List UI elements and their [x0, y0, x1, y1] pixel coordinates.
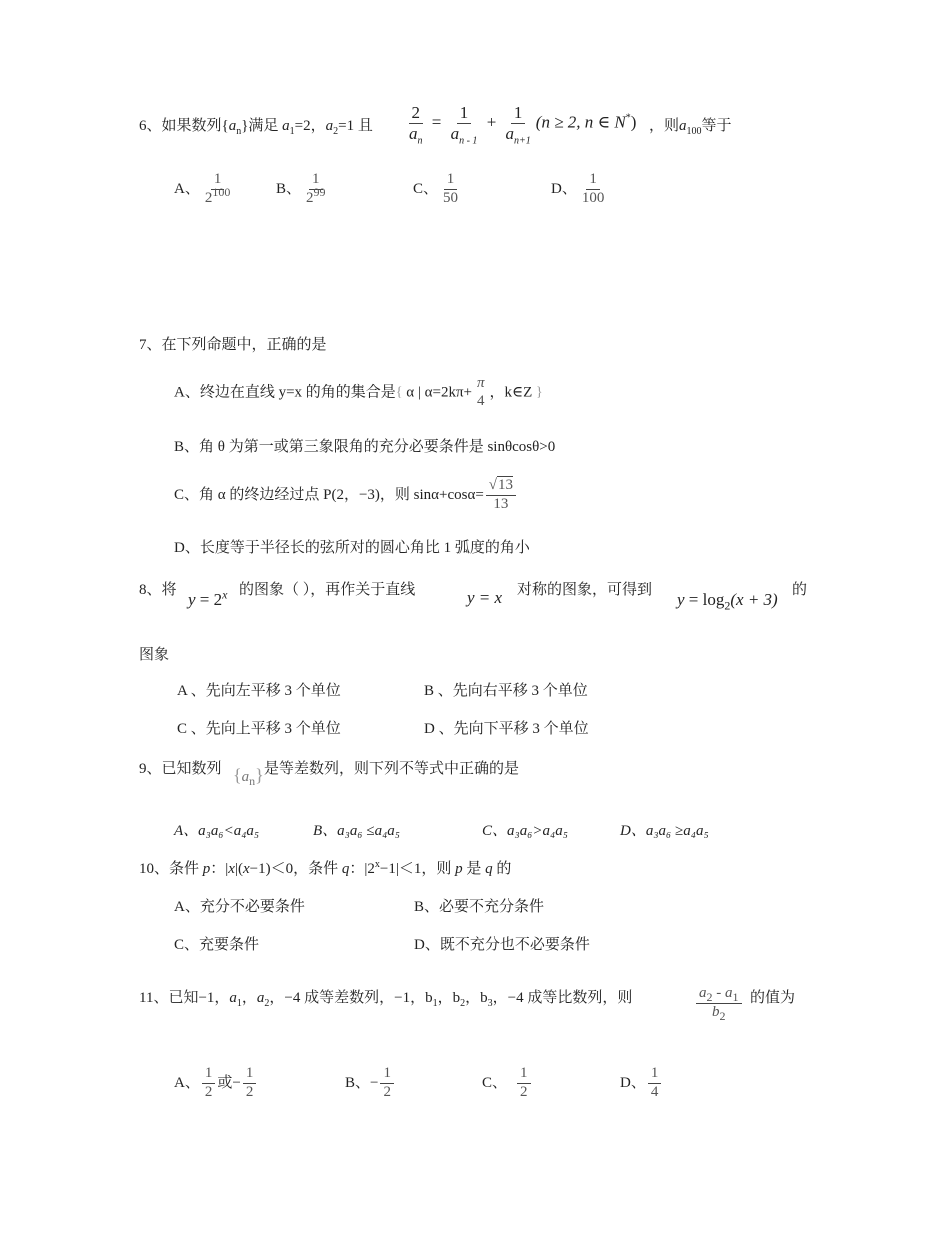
q11-a2: a — [256, 990, 265, 1006]
fraction-num: 1 — [309, 172, 323, 190]
fraction-den: 2 — [383, 1083, 391, 1100]
q6-lhs-den: a — [409, 123, 418, 143]
q9-stem: 9、已知数列 — [139, 761, 222, 777]
q11-text: 11、已知−1， — [139, 990, 230, 1006]
fraction-num: 1 — [586, 172, 600, 190]
q6-lhs-num: 2 — [409, 104, 424, 124]
q10-text: 是 — [462, 861, 486, 877]
q10-sup: x — [374, 859, 380, 870]
q11-b1-sub: 1 — [432, 998, 438, 1009]
q9-sequence: $\{a_n\}$ — [233, 765, 264, 788]
q6-f2-den-sub: n+1 — [514, 135, 531, 147]
q7-option-a[interactable] — [174, 376, 543, 410]
q6-a100: a — [679, 118, 687, 134]
option-label: A、 — [174, 180, 200, 197]
q10-x: x — [228, 861, 235, 877]
q6-fraction-1 — [448, 103, 481, 147]
q9-option-b[interactable]: B、a₃a₆ ≤a₄a₅ — [313, 823, 401, 839]
option-label: A、 — [174, 1074, 200, 1091]
q10-stem — [139, 859, 511, 879]
q10-text: ：| — [210, 861, 229, 877]
q11-b3-sub: 3 — [487, 998, 493, 1009]
q7-option-b[interactable]: B、角 θ 为第一或第三象限角的充分必要条件是 sinθcosθ>0 — [174, 439, 556, 455]
q8-eq1-y: y — [188, 590, 196, 609]
q10-p: p — [202, 861, 211, 877]
fraction-num: 1 — [211, 172, 225, 190]
fraction-sub: 1 — [732, 990, 739, 1004]
q11-option-b[interactable] — [345, 1066, 396, 1101]
q6-text: }满足 — [241, 118, 279, 134]
q6-condition-sup: * — [625, 112, 631, 124]
q11-stem — [139, 988, 632, 1008]
fraction-den: 13 — [493, 495, 509, 512]
q6-equals: = — [431, 112, 442, 132]
q10-text: −1|＜1，则 — [379, 861, 456, 877]
q11-text-end: 的值为 — [750, 990, 796, 1006]
fraction-num: a — [699, 985, 707, 1001]
option-label: D、 — [551, 180, 577, 197]
q11-option-d[interactable] — [620, 1066, 663, 1101]
fraction-sub: 2 — [706, 990, 713, 1004]
q7-optA-rbrace: } — [536, 384, 543, 400]
q11-optA-fraction-1 — [202, 1066, 216, 1101]
q6-text: 如果数列{ — [161, 118, 229, 134]
q11-a1: a — [229, 990, 237, 1006]
q6-f1-den-sub: n - 1 — [459, 135, 478, 147]
q6-text: ，则 — [649, 118, 680, 134]
q11-text: ，b — [465, 990, 488, 1006]
q6-fraction-2 — [503, 103, 534, 147]
fraction-num: π — [477, 375, 485, 391]
q6-number: 6、 — [139, 118, 162, 134]
q9-seq-sub: n — [249, 774, 256, 788]
q11-b2-sub: 2 — [460, 998, 466, 1009]
q10-option-c[interactable]: C、充要条件 — [174, 937, 260, 953]
q6-f2-den: a — [505, 123, 515, 143]
q11-optA-fraction-2 — [243, 1066, 257, 1101]
q6-optC-fraction — [440, 172, 461, 207]
q6-plus: + — [486, 112, 497, 132]
q7-optA-fraction — [474, 376, 488, 410]
q6-optA-fraction — [202, 172, 234, 207]
option-label: B、− — [345, 1074, 379, 1091]
fraction-den: b — [712, 1003, 720, 1020]
q6-option-b[interactable] — [276, 172, 331, 207]
q6-a100-sub: 100 — [686, 126, 702, 137]
q7-optA-text: ，k∈Z — [489, 384, 537, 401]
q11-text: ，b — [437, 990, 461, 1006]
q6-lhs-den-sub: n — [417, 135, 423, 147]
fraction-den-sup: 100 — [212, 184, 231, 199]
q8-text-a: 的图象（ ），再作关于直线 — [239, 582, 416, 598]
q8-text-b: 对称的图象，可得到 — [517, 582, 653, 598]
q6-optD-fraction — [579, 172, 608, 207]
q8-eq3-arg: (x + 3) — [730, 590, 778, 609]
fraction-den: 2 — [306, 189, 314, 206]
q8-eq1 — [188, 587, 228, 610]
q6-a1: a — [282, 118, 290, 134]
q10-text: |( — [234, 861, 243, 877]
q6-a2-sub: 2 — [333, 126, 339, 137]
q8-eq1-sup: x — [222, 587, 228, 602]
q11-fraction — [694, 986, 744, 1021]
fraction-num: 1 — [202, 1066, 216, 1084]
q6-condition-close: ) — [630, 112, 637, 132]
fraction-minus: - — [712, 985, 725, 1001]
q11-optB-fraction — [380, 1066, 394, 1101]
option-label: C、 — [413, 180, 439, 197]
q6-condition: (n ≥ 2, n ∈ N — [535, 112, 626, 132]
q6-stem — [139, 116, 373, 136]
fraction-num: 1 — [648, 1066, 662, 1084]
fraction-num: 1 — [517, 1066, 531, 1084]
q11-optC-fraction — [517, 1066, 531, 1101]
q10-text: 10、条件 — [139, 861, 203, 877]
fraction-num: 1 — [444, 172, 458, 190]
q10-option-b[interactable]: B、必要不充分条件 — [414, 899, 545, 915]
q8-option-d[interactable]: D 、先向下平移 3 个单位 — [424, 721, 589, 737]
q8-eq3-y: y — [677, 590, 685, 609]
fraction-den: 2 — [204, 1083, 213, 1100]
fraction-den: 4 — [650, 1083, 659, 1100]
q10-p: p — [455, 861, 463, 877]
sqrt-icon: √ — [488, 477, 498, 493]
q8-text-c: 的 — [792, 582, 808, 598]
q11-text: ， — [241, 990, 257, 1006]
q6-option-a[interactable] — [174, 172, 235, 207]
q8-option-c[interactable]: C 、先向上平移 3 个单位 — [177, 721, 341, 737]
q8-eq1-rest: = 2 — [195, 590, 223, 609]
q6-stem-end — [649, 116, 732, 136]
q11-optD-fraction — [648, 1066, 662, 1101]
q7-optC-fraction — [486, 478, 516, 513]
q10-text: −1)＜0，条件 — [249, 861, 342, 877]
q7-option-d[interactable]: D、长度等于半径长的弦所对的圆心角比 1 弧度的角小 — [174, 540, 530, 556]
q6-seq-var: a — [228, 118, 237, 134]
q8-option-a[interactable]: A 、先向左平移 3 个单位 — [177, 683, 341, 699]
q9-seq-a: a — [241, 769, 250, 785]
q7-option-c[interactable] — [174, 478, 518, 513]
q10-text: ：|2 — [349, 861, 375, 877]
q6-a2: a — [325, 118, 334, 134]
q11-fraction-body — [696, 986, 742, 1021]
q8-number: 8、将 — [139, 582, 177, 598]
q11-text: ，−4 成等比数列，则 — [492, 990, 633, 1006]
q11-a2-sub: 2 — [264, 998, 270, 1009]
q11-option-c[interactable] — [482, 1066, 533, 1101]
q7-stem: 7、在下列命题中，正确的是 — [139, 337, 327, 353]
q10-q: q — [341, 861, 350, 877]
q9-option-a[interactable]: A、a₃a₆<a₄a₅ — [174, 823, 260, 839]
fraction-den-sup: 99 — [313, 184, 326, 199]
q9-text: 是等差数列，则下列不等式中正确的是 — [264, 761, 520, 777]
q8-option-b[interactable]: B 、先向右平移 3 个单位 — [424, 683, 588, 699]
q7-optC-text: C、角 α 的终边经过点 P(2，−3)，则 sinα+cosα= — [174, 486, 484, 503]
q6-f2-num: 1 — [511, 104, 526, 124]
q10-x: x — [242, 861, 250, 877]
q7-optA-text: A、终边在直线 y=x 的角的集合是 — [174, 384, 396, 401]
q6-f1-num: 1 — [457, 104, 472, 124]
fraction-den: 4 — [477, 392, 485, 409]
fraction-num: 1 — [243, 1066, 257, 1084]
q11-option-a[interactable] — [174, 1066, 258, 1101]
q6-option-d[interactable] — [551, 172, 609, 207]
q6-equation — [404, 103, 637, 147]
q6-a1-sub: 1 — [289, 126, 295, 137]
q6-f1-den: a — [450, 123, 460, 143]
q6-a2-value: =1 且 — [338, 118, 373, 134]
fraction-den: 2 — [204, 189, 213, 206]
q8-eq2: y = x — [467, 588, 503, 607]
option-label: D、 — [620, 1074, 646, 1091]
fraction-den: 100 — [581, 189, 605, 206]
q6-lhs-fraction — [406, 103, 426, 147]
fraction-num: 13 — [498, 477, 514, 493]
option-label: C、 — [482, 1074, 508, 1091]
q8-eq3 — [677, 590, 778, 613]
q6-text: 等于 — [701, 118, 732, 134]
q7-optA-lbrace: { — [395, 384, 403, 400]
fraction-num: a — [725, 985, 733, 1001]
q10-text: 的 — [492, 861, 512, 877]
q6-a1-value: =2， — [294, 118, 326, 134]
q8-eq3-sub: 2 — [724, 598, 731, 613]
fraction-den: 50 — [443, 189, 459, 206]
q10-q: q — [485, 861, 493, 877]
q10-option-a[interactable]: A、充分不必要条件 — [174, 899, 305, 915]
q8-stem — [139, 580, 177, 600]
q9-option-c[interactable]: C、a₃a₆>a₄a₅ — [482, 823, 568, 839]
fraction-num: 1 — [380, 1066, 394, 1084]
q8-eq3-rest: = log — [684, 590, 725, 609]
fraction-sub: 2 — [719, 1008, 726, 1023]
option-label: B、 — [276, 180, 302, 197]
q11-a1-sub: 1 — [236, 998, 242, 1009]
fraction-den: 2 — [245, 1083, 254, 1100]
fraction-den: 2 — [520, 1083, 528, 1100]
q7-optA-text: α | α=2kπ+ — [402, 384, 472, 401]
q6-option-c[interactable] — [413, 172, 463, 207]
q8-line2: 图象 — [139, 647, 170, 663]
q6-seq-sub: n — [236, 126, 242, 137]
q9-option-d[interactable]: D、a₃a₆ ≥a₄a₅ — [620, 823, 709, 839]
q11-text: ，−4 成等差数列，−1，b — [269, 990, 433, 1006]
q11-optA-or: 或− — [217, 1074, 241, 1091]
q6-optB-fraction — [303, 172, 329, 207]
q10-option-d[interactable]: D、既不充分也不必要条件 — [414, 937, 590, 953]
